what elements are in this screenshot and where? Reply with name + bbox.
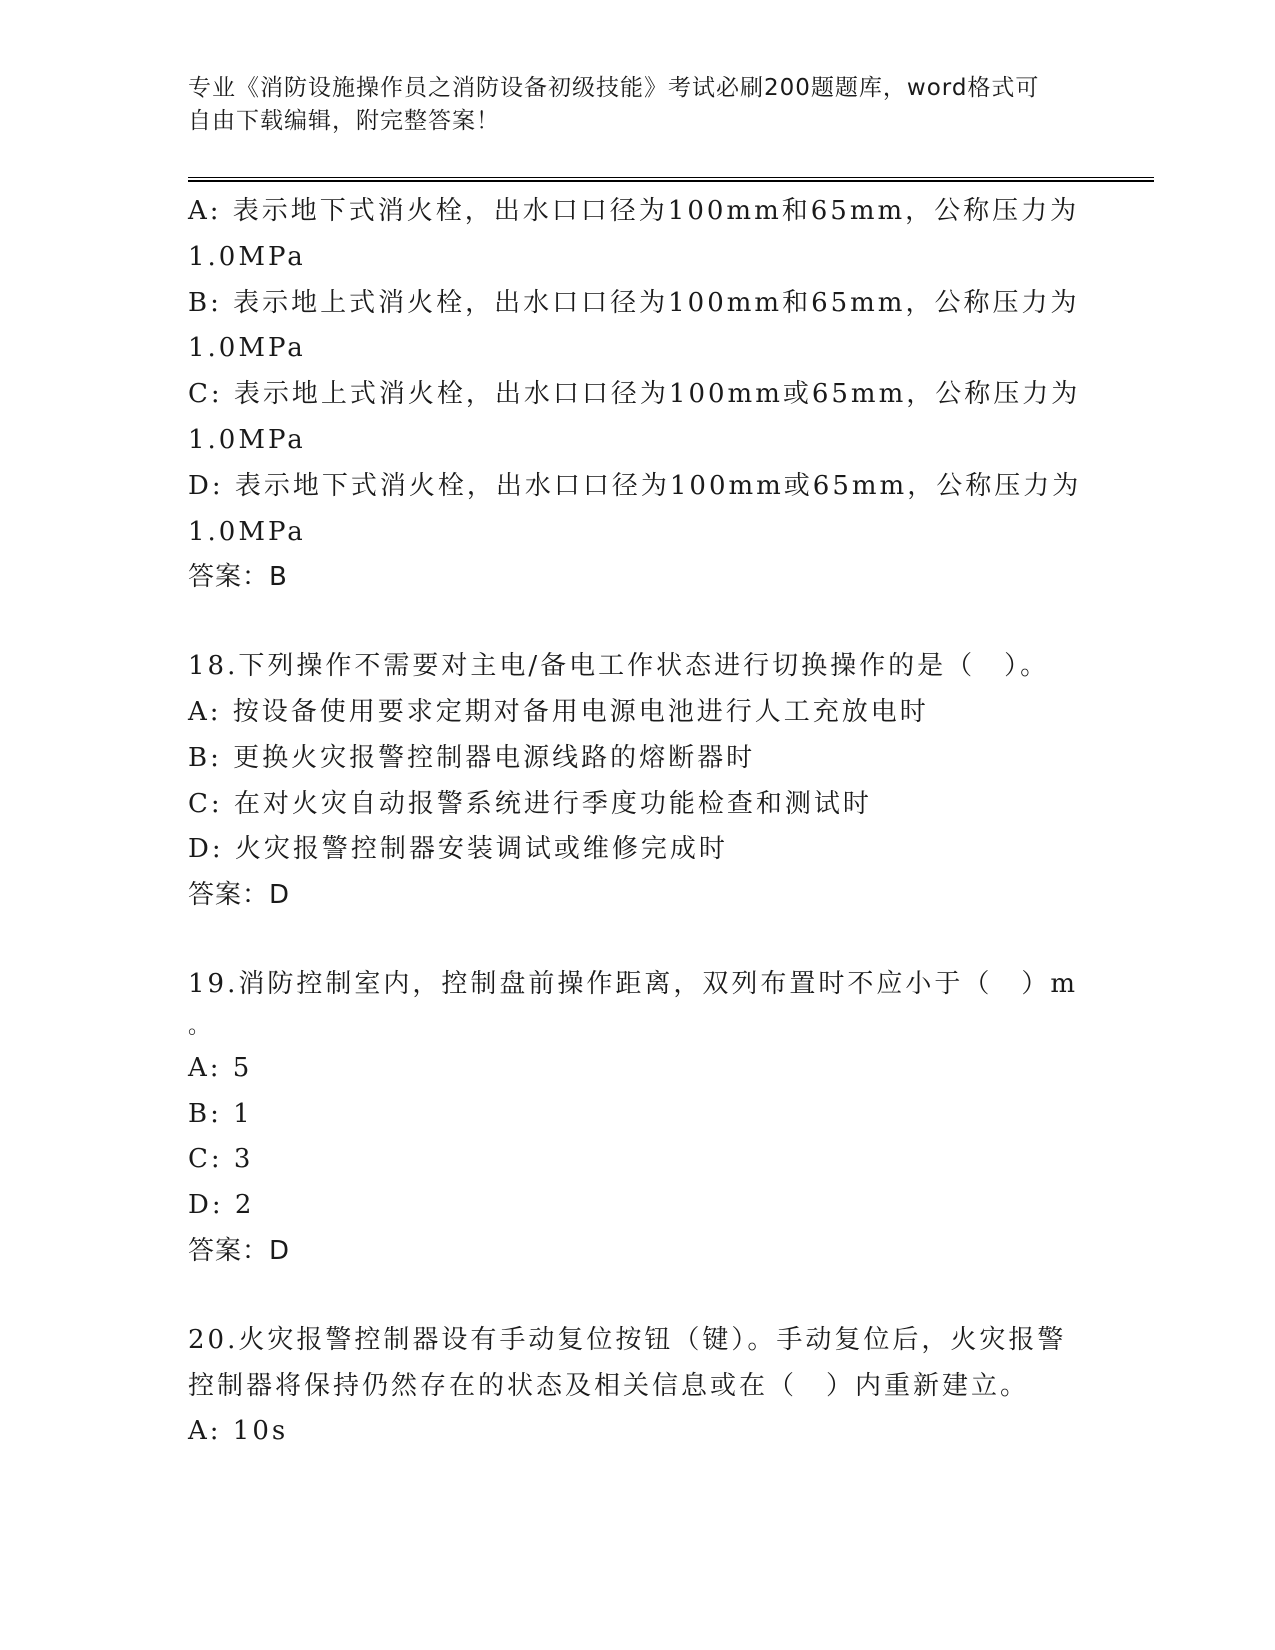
option-c: C: 表示地上式消火栓，出水口口径为100mm或65mm，公称压力为 [188, 379, 1081, 410]
question-18 [188, 644, 1068, 919]
document-header: 专业《消防设施操作员之消防设备初级技能》考试必刷200题题库，word格式可 自由下载编辑，附完整答案！ [188, 75, 1040, 134]
option-c: C: 在对火灾自动报警系统进行季度功能检查和测试时 [188, 788, 872, 819]
question-20 [188, 1318, 1068, 1455]
option-a: A: 表示地下式消火栓，出水口口径为100mm和65mm，公称压力为 [188, 196, 1080, 226]
answer-18: 答案：D [188, 880, 291, 911]
option-c: C: 3 [188, 1144, 254, 1175]
answer-17: 答案：B [188, 562, 288, 593]
question-text: 20.火灾报警控制器设有手动复位按钮（键）。手动复位后，火灾报警 [188, 1324, 1067, 1355]
header-divider-thin [188, 177, 1154, 178]
option-a-continued: 1.0MPa [188, 241, 306, 272]
option-b: B: 更换火灾报警控制器电源线路的熔断器时 [188, 742, 756, 773]
option-b-continued: 1.0MPa [188, 333, 306, 364]
answer-19: 答案：D [188, 1235, 291, 1266]
option-a: A: 按设备使用要求定期对备用电源电池进行人工充放电时 [188, 696, 929, 727]
question-text: 18.下列操作不需要对主电/备电工作状态进行切换操作的是（ ）。 [188, 651, 1050, 682]
option-d: D: 2 [188, 1190, 255, 1221]
option-b: B: 表示地上式消火栓，出水口口径为100mm和65mm，公称压力为 [188, 287, 1080, 318]
question-text-continued: 控制器将保持仍然存在的状态及相关信息或在（ ）内重新建立。 [188, 1370, 1030, 1401]
option-a: A: 10s [188, 1416, 289, 1447]
question-text: 19.消防控制室内，控制盘前操作距离，双列布置时不应小于（ ）m [188, 968, 1079, 999]
option-d: D: 火灾报警控制器安装调试或维修完成时 [188, 834, 728, 865]
question-text-continued: 。 [188, 1013, 214, 1039]
option-a: A: 5 [188, 1052, 253, 1083]
option-b: B: 1 [188, 1098, 253, 1129]
option-d: D: 表示地下式消火栓，出水口口径为100mm或65mm，公称压力为 [188, 470, 1082, 501]
question-19 [188, 962, 1079, 1275]
option-d-continued: 1.0MPa [188, 516, 306, 547]
question-17 [188, 189, 1082, 601]
option-c-continued: 1.0MPa [188, 424, 306, 455]
header-divider-thick [188, 180, 1154, 182]
question-list [188, 189, 1082, 1455]
